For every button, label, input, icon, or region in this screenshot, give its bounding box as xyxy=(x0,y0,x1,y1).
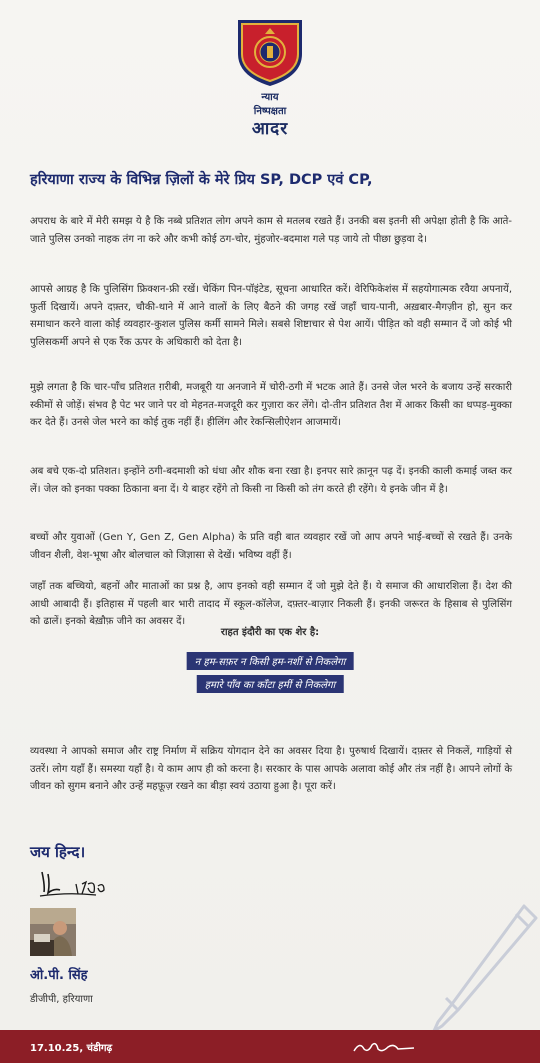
haryana-police-emblem-icon xyxy=(232,14,308,88)
signatory-designation: डीजीपी, हरियाणा xyxy=(30,994,93,1005)
paragraph-6: जहाँ तक बच्चियो, बहनों और माताओं का प्रश्न है, आप इनको वही सम्मान दें जो मुझे देते हैं। ये समाज की आधारशिला हैं। देश की आधी आबादी हैं। इतिहास में पहली बार भारी तादाद में स्कूल-कॉलेज, दफ़्तर-बाज़ार निकली हैं। इनकी जरूरत के हिसाब से पुलिसिंग को ढालें। इनको बेख़ौफ़ जीने का अवसर दें। xyxy=(30,581,512,628)
dgp-photo xyxy=(30,908,76,956)
footer-bar xyxy=(0,1030,540,1063)
paragraph-2: आपसे आग्रह है कि पुलिसिंग फ्रिक्शन-फ्री रखें। चेकिंग पिन-पॉइंटेड, सूचना आधारित करें। वेरिफिकेशंस में सहयोगात्मक रवैया अपनायें, फुर्ती दिखायें। अपने दफ़्तर, चौकी-थाने में आने वालों के लिए बैठने की जगह रखें जहाँ चाय-पानी, अख़बार-मैगज़ीन हो, सुन कर समाधान करने वाला कोई व्यवहार-कुशल पुलिस कर्मी सामने मिले। सबसे शिष्टाचार से पेश आयें। पीड़ित को वही सम्मान दें जो कोई भी पुलिसकर्मी अपने से एक रैंक ऊपर के अधिकारी को देता है। xyxy=(30,284,512,348)
signature-squiggle-icon xyxy=(352,1039,416,1055)
letter-salutation: हरियाणा राज्य के विभिन्न ज़िलों के मेरे प्रिय SP, DCP एवं CP, xyxy=(30,172,373,188)
footer-date-place: 17.10.25, चंडीगढ़ xyxy=(30,1043,113,1054)
motto-aadar: आदर xyxy=(251,119,289,139)
motto-nishpakshata: निष्पक्षता xyxy=(253,106,287,117)
pen-watermark-icon xyxy=(398,900,540,1035)
signatory-name: ओ.पी. सिंह xyxy=(30,968,88,983)
paragraph-1: अपराध के बारे में मेरी समझ ये है कि नब्बे प्रतिशत लोग अपने काम से मतलब रखते हैं। उनकी बस इतनी सी अपेक्षा होती है कि आते-जाते पुलिस उनको नाहक तंग ना करे और कभी कोई ठग-चोर, मुंहजोर-बदमाश गले पड़ जाये तो पीछा छुड़वा दे। xyxy=(30,216,512,245)
paragraph-7: व्यवस्था ने आपको समाज और राष्ट्र निर्माण में सक्रिय योगदान देने का अवसर दिया है। पुरुषार्थ दिखायें। दफ़्तर से निकलें, गाड़ियों से उतरें। लोग यहाँ हैं। समस्या यहाँ है। ये काम आप ही को करना है। सरकार के पास आपके अलावा कोई और तंत्र नहीं है। आपने लोगों के जीवन को सुगम बनाने और उन्हें महफ़ूज़ रखने का बीड़ा स्वयं उठाया हुआ है। पूरा करें। xyxy=(30,746,512,793)
couplet-line-1: न हम-सफ़र न किसी हम-नशीं से निकलेगा xyxy=(187,652,354,670)
paragraph-3: मुझे लगता है कि चार-पाँच प्रतिशत ग़रीबी, मजबूरी या अनजाने में चोरी-ठगी में भटक आते हैं। उनसे जेल भरने के बजाय उन्हें सरकारी स्कीमों से जोड़ें। संभव है पेट भर जाने पर वो मेहनत-मजदूरी कर गुज़ारा कर लेंगे। दो-तीन प्रतिशत तैश में आकर किसी का धप्पड़-मुक्का कर देते हैं। उनसे जेल भरने का कोई तुक नहीं हैं। हीलिंग और रेकन्सिलीऐशन आजमायें। xyxy=(30,382,512,429)
motto-nyay: न्याय xyxy=(261,92,279,103)
closing-jai-hind: जय हिन्द। xyxy=(30,843,86,861)
handwritten-signature xyxy=(38,866,122,900)
couplet-line-2: हमारे पाँव का काँटा हमीं से निकलेगा xyxy=(197,675,344,693)
poet-intro: राहत इंदौरी का एक शेर है: xyxy=(220,627,320,638)
paragraph-5: बच्चों और युवाओं (Gen Y, Gen Z, Gen Alpha) के प्रति वही बात व्यवहार रखें जो आप अपने भाई-बच्चों से रखते हैं। उनके जीवन शैली, वेश-भूषा और बोलचाल को जिज्ञासा से देखें। भविष्य वहीं हैं। xyxy=(30,532,512,561)
paragraph-4: अब बचे एक-दो प्रतिशत। इन्होंने ठगी-बदमाशी को धंधा और शौक बना रखा है। इनपर सारे क़ानून पढ़ दें। इनकी काली कमाई जब्त कर लें। जेल को इनका पक्का ठिकाना बना दें। ये बाहर रहेंगे तो किसी ना किसी को तंग करते ही रहेंगे। ये इनके जीन में है। xyxy=(30,466,512,495)
